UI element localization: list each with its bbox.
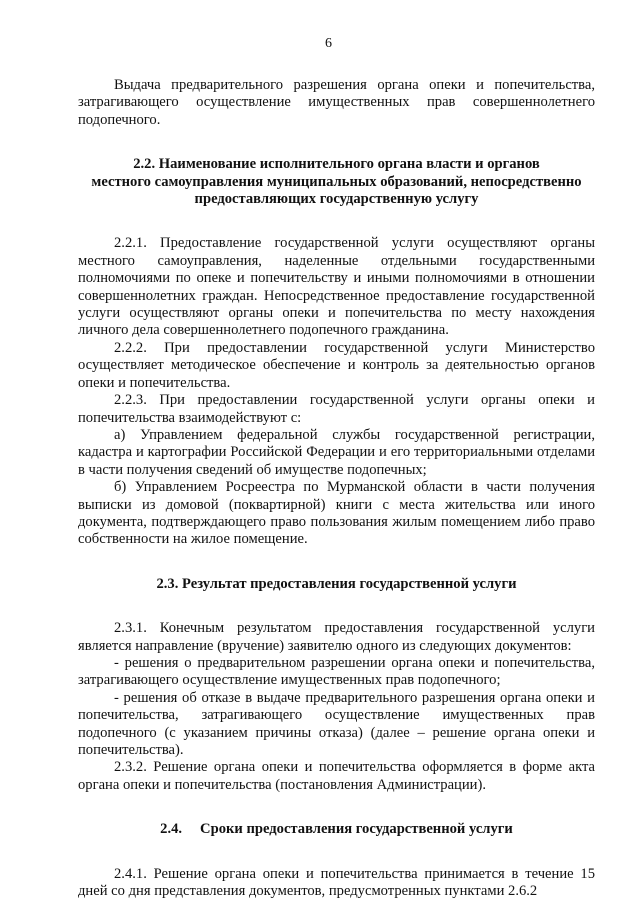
section-2-2-heading-line: 2.2. Наименование исполнительного органа власти и органов [133,156,540,173]
paragraph-2-3-2: 2.3.2. Решение органа опеки и попечительства оформляется в форме акта органа опеки и попечительства (постановления Администрации). [78,759,595,793]
list-item-dash: - решения об отказе в выдаче предварительного разрешения органа опеки и попечительства, затрагивающего осуществление имущественных прав подопечного (с указанием причины отказа) (далее – решение органа опеки и попечительства). [78,689,595,758]
paragraph-2-2-3: 2.2.3. При предоставлении государственной услуги органы опеки и попечительства взаимодействуют с: [78,392,595,426]
section-2-2-heading [78,156,595,208]
section-2-4-title: Сроки предоставления государственной услуги [200,821,513,838]
paragraph-2-2-2: 2.2.2. При предоставлении государственной услуги Министерство осуществляет методическое обеспечение и контроль за деятельностью органов опеки и попечительства. [78,339,595,391]
paragraph-2-4-1: 2.4.1. Решение органа опеки и попечительства принимается в течение 15 дней со дня представления документов, предусмотренных пунктами 2.6.2 [78,865,595,900]
page-number: 6 [325,36,332,51]
section-2-4-heading [78,821,595,838]
list-item-a: а) Управлением федеральной службы государственной регистрации, кадастра и картографии Российской Федерации и его территориальными отделами в части получения сведений об имуществе подопечных; [78,426,595,478]
paragraph-2-3-1: 2.3.1. Конечным результатом предоставления государственной услуги является направление (вручение) заявителю одного из следующих документов: [78,620,595,654]
intro-paragraph: Выдача предварительного разрешения органа опеки и попечительства, затрагивающего осуществление имущественных прав совершеннолетнего подопечного. [78,77,595,128]
section-2-2-heading-line: местного самоуправления муниципальных образований, непосредственно [91,173,582,190]
list-item-dash: - решения о предварительном разрешении органа опеки и попечительства, затрагивающего осуществление имущественных прав подопечного; [78,654,595,689]
list-item-b: б) Управлением Росреестра по Мурманской области в части получения выписки из домовой (поквартирной) книги с места жительства или иного документа, подтверждающего право пользования жилым помещением либо право собственности на жилое помещение. [78,479,595,548]
paragraph-2-2-1: 2.2.1. Предоставление государственной услуги осуществляют органы местного самоуправления, наделенные отдельными государственными полномочиями по опеке и попечительству и иными полномочиями в отношении совершеннолетних граждан. Непосредственное предоставление государственной услуги осуществляют органы опеки и попечительства по месту нахождения личного дела совершеннолетнего подопечного гражданина. [78,235,595,339]
section-2-2-heading-line: предоставляющих государственную услугу [194,191,479,208]
section-2-3-heading: 2.3. Результат предоставления государственной услуги [156,575,517,592]
section-2-4-number: 2.4. [160,821,183,838]
